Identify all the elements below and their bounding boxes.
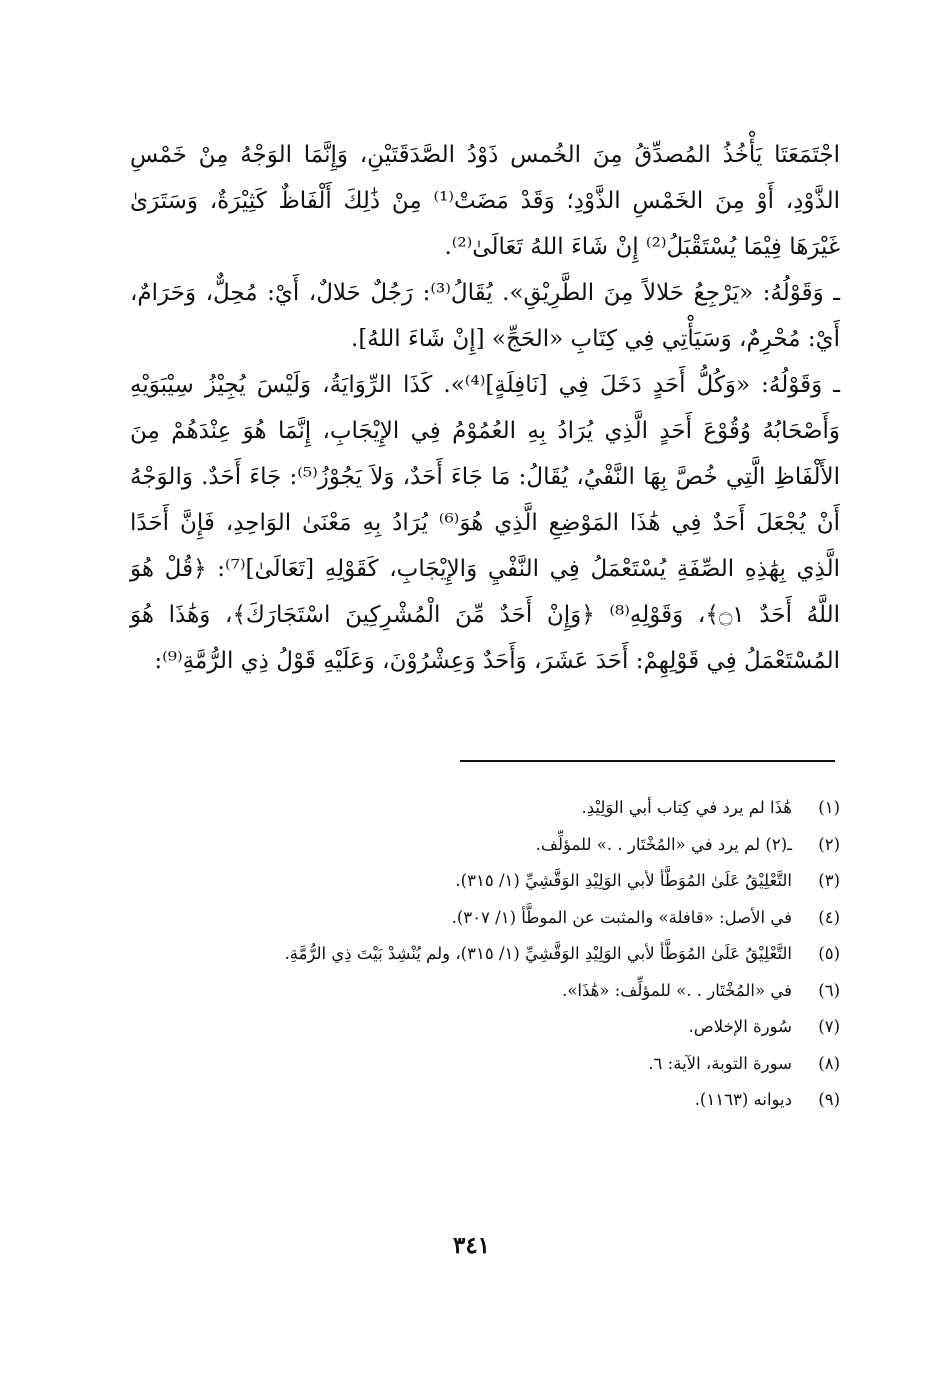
footnote-number: (١) <box>818 798 840 817</box>
footnote-text: في «المُخْتَار . .» للمؤلِّف: «هَٰذَا». <box>562 980 792 1000</box>
footnote-item <box>130 900 840 937</box>
footnote-number: (٩) <box>818 1090 840 1109</box>
footnote-item <box>130 827 840 864</box>
footnote-item <box>130 936 840 973</box>
footnote-number: (٧) <box>818 1017 840 1036</box>
footnote-item <box>130 973 840 1010</box>
paragraph-3: ـ وَقَوْلُهُ: «وَكُلُّ أَحَدٍ دَخَلَ فِي [نَافِلَةٍ]⁽⁴⁾». كَذَا الرِّوَايَةُ، وَلَيْسَ يُجِيْزُ سِيْبَوَيْهِ وَأَصْحَابُهُ وُقُوْعَ أَحَدٍ الَّذِي يُرَادُ بِهِ العُمُوْمُ فِي الإِيْجَابِ، إِنَّمَا هُوَ عِنْدَهُمْ مِنَ الأَلْفَاظِ الَّتِي خُصَّ بِهَا النَّفْيُ، يُقَالُ: مَا جَاءَ أَحَدٌ، وَلاَ يَجُوْزُ⁽⁵⁾: جَاءَ أَحَدٌ. وَالوَجْهُ أَنْ يُجْعَلَ أَحَدٌ فِي هَٰذَا المَوْضِعِ الَّذِي هُوَ⁽⁶⁾ يُرَادُ بِهِ مَعْنَىٰ الوَاحِدِ، فَإِنَّ أَحَدًا الَّذِي بِهَٰذِهِ الصِّفَةِ يُسْتَعْمَلُ فِي النَّفْيِ وَالإِيْجَابِ، كَقَوْلِهِ [تَعَالَىٰ]⁽⁷⁾: ﴿قُلْ هُوَ اللَّهُ أَحَدٌ ۝١﴾، وَقَوْلِهِ⁽⁸⁾ ﴿وَإِنْ أَحَدٌ مِّنَ الْمُشْرِكِينَ اسْتَجَارَكَ﴾، وَهَٰذَا هُوَ المُسْتَعْمَلُ فِي قَوْلِهِمْ: أَحَدَ عَشَرَ، وَأَحَدٌ وَعِشْرُوْنَ، وَعَلَيْهِ قَوْلُ ذِي الرُّمَّةِ⁽⁹⁾: <box>130 372 840 674</box>
footnote-separator <box>460 760 835 762</box>
footnotes-list <box>130 790 840 1119</box>
paragraph-1: اجْتَمَعَتَا يَأْخُذُ المُصدِّقُ مِنَ الخُمس ذَوْدُ الصَّدَقَتَيْنِ، وَإِنَّمَا الوَجْهُ مِنْ خَمْسِ الذَّوْدِ، أَوْ مِنَ الخَمْسِ الذَّوْدِ؛ وَقَدْ مَضَتْ⁽¹⁾ مِنْ ذَٰلِكَ أَلْفَاظٌ كَثِيْرَةٌ، وَسَتَرَىٰ غَيْرَهَا فِيْمَا يُسْتَقْبَلُ⁽²⁾ إِنْ شَاءَ اللهُ تَعَالَىٰ⁽²⁾. <box>130 142 840 260</box>
footnote-text: التَّعْلِيْقُ عَلَىٰ المُوَطَّأ لأبي الوَلِيْدِ الوَقَّشِيِّ (١/ ٣١٥). <box>455 871 792 890</box>
footnote-text: التَّعْلِيْقُ عَلَىٰ المُوَطَّأ لأبي الوَلِيْدِ الوَقَّشِيِّ (١/ ٣١٥)، ولم يُنْشِدْ بَيْتَ ذِي الرُّمَّةِ. <box>284 944 792 963</box>
page-number: ٣٤١ <box>452 1232 491 1259</box>
footnote-text: سورة التوبة، الآية: ٦. <box>648 1053 792 1073</box>
footnote-text: هَٰذَا لم يرد في كِتاب أبي الوَلِيْدِ. <box>581 798 792 817</box>
footnote-item <box>130 1009 840 1046</box>
footnote-text: ـ(٢) لم يرد في «المُخْتَار . .» للمؤلِّف. <box>535 834 792 854</box>
footnote-item <box>130 790 840 827</box>
footnote-text: ديوانه (١١٦٣). <box>694 1090 792 1109</box>
paragraph-2: ـ وَقَوْلُهُ: «يَرْجِعُ حَلالاً مِنَ الطَّرِيْقِ». يُقَالُ⁽³⁾: رَجُلٌ حَلالٌ، أَيْ: مُحِلٌّ، وَحَرَامٌ، أَيْ: مُحْرِمٌ، وَسَيَأْتِي فِي كِتَابِ «الحَجِّ» [إِنْ شَاءَ اللهُ]. <box>130 280 840 352</box>
footnote-item <box>130 1046 840 1083</box>
main-text <box>130 132 840 684</box>
footnote-number: (٥) <box>818 944 840 963</box>
footnote-number: (٦) <box>818 980 840 1000</box>
footnote-item <box>130 863 840 900</box>
footnote-item <box>130 1082 840 1119</box>
footnote-number: (٢) <box>818 834 840 854</box>
footnote-number: (٨) <box>818 1053 840 1073</box>
footnote-text: في الأصل: «قافلة» والمثبت عن الموطَّأ (١/ ٣٠٧). <box>451 907 792 927</box>
footnote-text: سُورة الإخلاص. <box>688 1017 792 1036</box>
footnote-number: (٣) <box>818 871 840 890</box>
footnote-number: (٤) <box>818 907 840 927</box>
